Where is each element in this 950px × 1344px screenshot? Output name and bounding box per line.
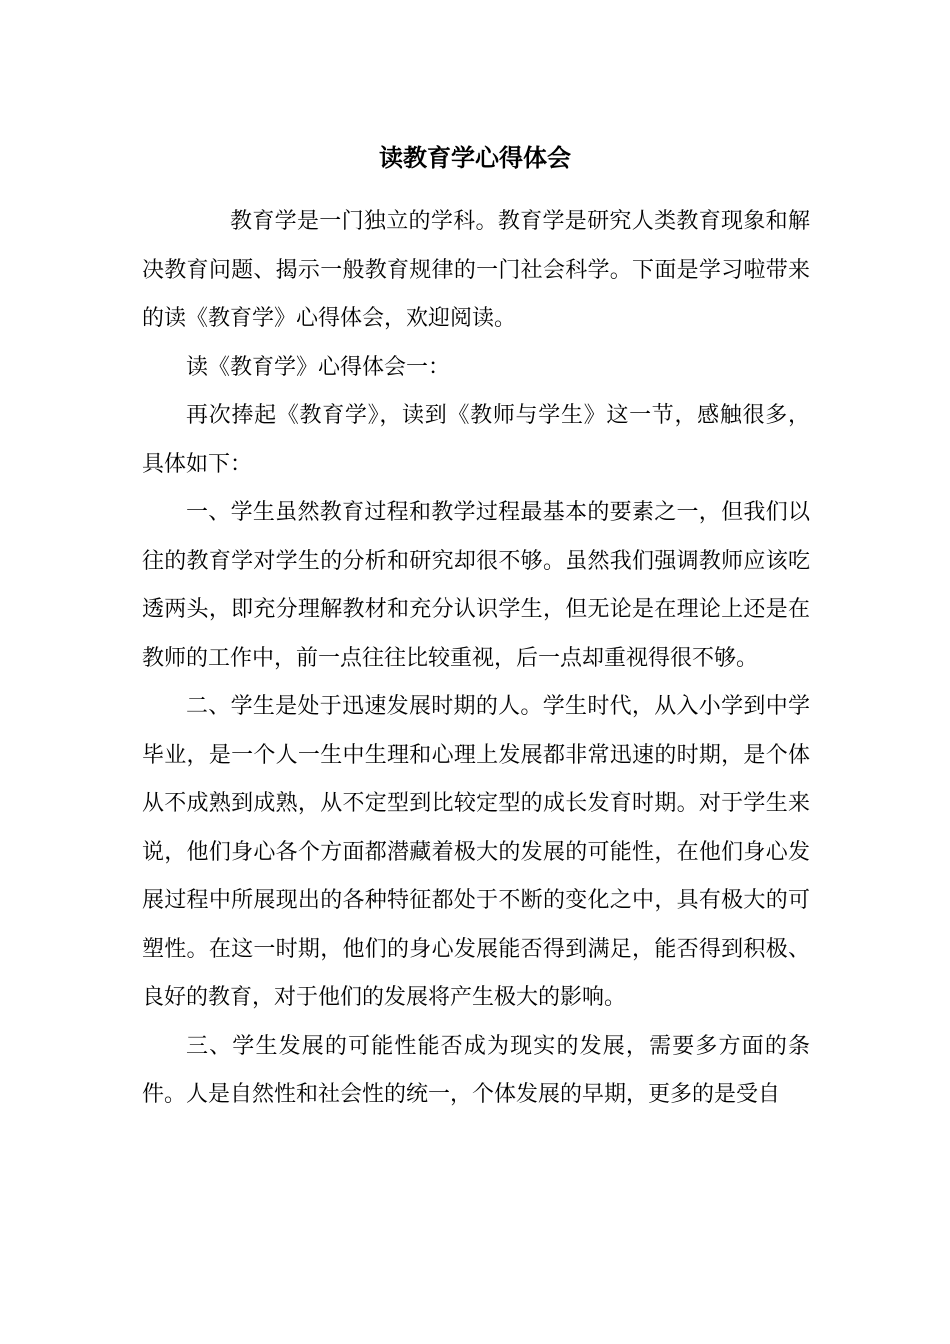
body-paragraph: 再次捧起《教育学》，读到《教师与学生》这一节，感触很多，具体如下： (142, 403, 810, 477)
body-paragraph: 三、学生发展的可能性能否成为现实的发展，需要多方面的条件。人是自然性和社会性的统一，个体发展的早期，更多的是受自 (142, 1033, 810, 1107)
intro-paragraph: 教育学是一门独立的学科。教育学是研究人类教育现象和解决教育问题、揭示一般教育规律的一门社会科学。下面是学习啦带来的读《教育学》心得体会，欢迎阅读。 (142, 209, 810, 331)
body-paragraph: 二、学生是处于迅速发展时期的人。学生时代，从入小学到中学毕业，是一个人一生中生理和心理上发展都非常迅速的时期，是个体从不成熟到成熟，从不定型到比较定型的成长发育时期。对于学生来说，他们身心各个方面都潜藏着极大的发展的可能性，在他们身心发展过程中所展现出的各种特征都处于不断的变化之中，具有极大的可塑性。在这一时期，他们的身心发展能否得到满足，能否得到积极、良好的教育，对于他们的发展将产生极大的影响。 (142, 694, 810, 1010)
document-body (142, 198, 810, 1120)
body-paragraph: 一、学生虽然教育过程和教学过程最基本的要素之一，但我们以往的教育学对学生的分析和研究却很不够。虽然我们强调教师应该吃透两头，即充分理解教材和充分认识学生，但无论是在理论上还是在教师的工作中，前一点往往比较重视，后一点却重视得很不够。 (142, 500, 810, 671)
document-title: 读教育学心得体会 (379, 144, 571, 172)
section-heading: 读《教育学》心得体会一： (186, 354, 451, 380)
